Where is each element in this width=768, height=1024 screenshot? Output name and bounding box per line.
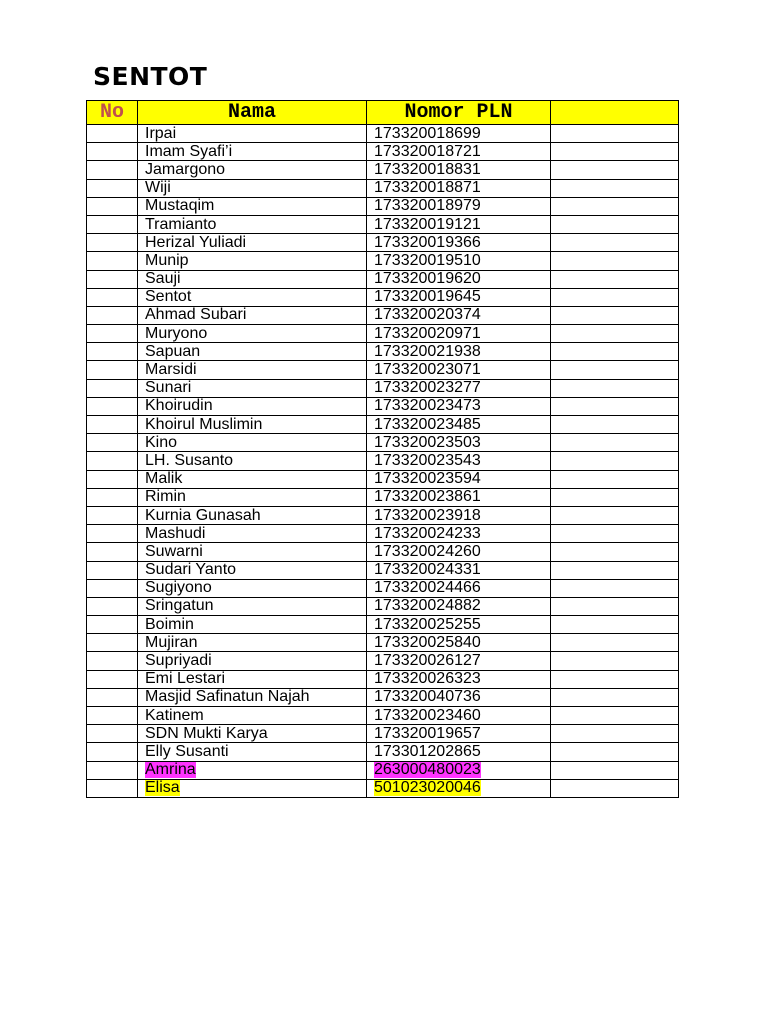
- row-nama-cell: [138, 234, 367, 252]
- row-nama-cell: [138, 288, 367, 306]
- table-row: [87, 416, 679, 434]
- row-nama: LH. Susanto: [145, 451, 234, 469]
- table-row: [87, 743, 679, 761]
- row-nama-cell: [138, 197, 367, 215]
- row-nomor-pln: 173320018721: [374, 142, 481, 160]
- row-nama-cell: [138, 143, 367, 161]
- row-nama: Boimin: [145, 615, 194, 633]
- row-nomor-pln: 173320020374: [374, 306, 481, 324]
- row-pln-cell: [367, 707, 551, 725]
- table-row: [87, 616, 679, 634]
- row-nomor-pln: 173320024331: [374, 561, 481, 579]
- row-nomor-pln: 173320019366: [374, 233, 481, 251]
- row-nama: Rimin: [145, 488, 186, 506]
- header-nomor-pln: Nomor PLN: [367, 101, 551, 125]
- row-nama: Suwarni: [145, 542, 203, 560]
- row-nama: Khoirudin: [145, 397, 213, 415]
- row-extra-cell: [551, 361, 679, 379]
- row-extra-cell: [551, 725, 679, 743]
- row-nomor-pln: 263000480023: [374, 761, 481, 779]
- table-row: [87, 725, 679, 743]
- row-pln-cell: [367, 252, 551, 270]
- row-extra-cell: [551, 452, 679, 470]
- row-nama-cell: [138, 416, 367, 434]
- row-nama-cell: [138, 252, 367, 270]
- row-extra-cell: [551, 197, 679, 215]
- row-pln-cell: [367, 343, 551, 361]
- row-pln-cell: [367, 743, 551, 761]
- row-nama-cell: [138, 743, 367, 761]
- row-nama-cell: [138, 506, 367, 524]
- row-pln-cell: [367, 143, 551, 161]
- row-pln-cell: [367, 634, 551, 652]
- row-extra-cell: [551, 306, 679, 324]
- row-extra-cell: [551, 707, 679, 725]
- row-no-cell: [87, 234, 138, 252]
- row-nama-cell: [138, 488, 367, 506]
- row-extra-cell: [551, 379, 679, 397]
- table-row: [87, 379, 679, 397]
- row-nama: Sringatun: [145, 597, 214, 615]
- table-row: [87, 179, 679, 197]
- row-nama-cell: [138, 707, 367, 725]
- table-row: [87, 397, 679, 415]
- row-pln-cell: [367, 561, 551, 579]
- row-no-cell: [87, 288, 138, 306]
- row-nama-cell: [138, 579, 367, 597]
- table-row: [87, 161, 679, 179]
- row-pln-cell: [367, 616, 551, 634]
- row-pln-cell: [367, 416, 551, 434]
- table-row: [87, 525, 679, 543]
- row-nama: Kino: [145, 433, 178, 451]
- row-nomor-pln: 173320023918: [374, 506, 481, 524]
- row-no-cell: [87, 779, 138, 797]
- row-no-cell: [87, 506, 138, 524]
- header-row: [87, 101, 679, 125]
- row-nama-cell: [138, 652, 367, 670]
- row-nama: Khoirul Muslimin: [145, 415, 263, 433]
- row-nomor-pln: 173320018871: [374, 179, 481, 197]
- header-no: No: [87, 101, 138, 125]
- page-title: SENTOT: [93, 62, 208, 91]
- row-nomor-pln: 173320024260: [374, 542, 481, 560]
- row-extra-cell: [551, 288, 679, 306]
- row-no-cell: [87, 761, 138, 779]
- row-no-cell: [87, 325, 138, 343]
- row-no-cell: [87, 652, 138, 670]
- row-extra-cell: [551, 270, 679, 288]
- row-nomor-pln: 173320023473: [374, 397, 481, 415]
- row-extra-cell: [551, 416, 679, 434]
- row-no-cell: [87, 125, 138, 143]
- row-extra-cell: [551, 343, 679, 361]
- row-nama-cell: [138, 561, 367, 579]
- row-no-cell: [87, 361, 138, 379]
- row-nomor-pln: 173301202865: [374, 742, 481, 760]
- row-nomor-pln: 173320023543: [374, 451, 481, 469]
- row-nama: Imam Syafi’i: [145, 142, 233, 160]
- row-nama: Mashudi: [145, 524, 206, 542]
- table-row: [87, 652, 679, 670]
- row-extra-cell: [551, 143, 679, 161]
- row-no-cell: [87, 525, 138, 543]
- row-nomor-pln: 173320040736: [374, 688, 481, 706]
- row-nomor-pln: 173320026323: [374, 670, 481, 688]
- row-no-cell: [87, 379, 138, 397]
- row-nama: Sentot: [145, 288, 192, 306]
- row-nomor-pln: 173320023594: [374, 470, 481, 488]
- table-row: [87, 634, 679, 652]
- row-extra-cell: [551, 688, 679, 706]
- row-no-cell: [87, 416, 138, 434]
- table-row: [87, 234, 679, 252]
- row-nama-cell: [138, 179, 367, 197]
- row-extra-cell: [551, 325, 679, 343]
- row-pln-cell: [367, 270, 551, 288]
- row-nama: Emi Lestari: [145, 670, 226, 688]
- row-nama: Supriyadi: [145, 652, 212, 670]
- row-nama-cell: [138, 543, 367, 561]
- row-nomor-pln: 501023020046: [374, 779, 481, 797]
- row-no-cell: [87, 725, 138, 743]
- row-nama: Elisa: [145, 779, 180, 797]
- row-no-cell: [87, 616, 138, 634]
- row-no-cell: [87, 143, 138, 161]
- row-nama: Sauji: [145, 270, 181, 288]
- row-pln-cell: [367, 306, 551, 324]
- row-no-cell: [87, 252, 138, 270]
- row-nomor-pln: 173320023071: [374, 361, 481, 379]
- row-nama: Elly Susanti: [145, 742, 229, 760]
- row-nama-cell: [138, 470, 367, 488]
- table-row: [87, 779, 679, 797]
- row-extra-cell: [551, 215, 679, 233]
- row-nama-cell: [138, 379, 367, 397]
- row-nomor-pln: 173320024233: [374, 524, 481, 542]
- row-pln-cell: [367, 652, 551, 670]
- row-pln-cell: [367, 215, 551, 233]
- row-extra-cell: [551, 597, 679, 615]
- row-no-cell: [87, 488, 138, 506]
- row-extra-cell: [551, 743, 679, 761]
- row-no-cell: [87, 197, 138, 215]
- row-nama: Mujiran: [145, 633, 198, 651]
- row-nama: Muryono: [145, 324, 208, 342]
- row-nomor-pln: 173320019620: [374, 270, 481, 288]
- table-row: [87, 452, 679, 470]
- row-nomor-pln: 173320019657: [374, 724, 481, 742]
- table-row: [87, 670, 679, 688]
- row-nama-cell: [138, 270, 367, 288]
- row-nama-cell: [138, 343, 367, 361]
- row-extra-cell: [551, 670, 679, 688]
- row-no-cell: [87, 270, 138, 288]
- row-pln-cell: [367, 688, 551, 706]
- row-nomor-pln: 173320025840: [374, 633, 481, 651]
- row-pln-cell: [367, 397, 551, 415]
- table-row: [87, 688, 679, 706]
- row-nama-cell: [138, 397, 367, 415]
- row-nama: Masjid Safinatun Najah: [145, 688, 310, 706]
- row-nama-cell: [138, 452, 367, 470]
- row-extra-cell: [551, 397, 679, 415]
- row-no-cell: [87, 670, 138, 688]
- row-extra-cell: [551, 470, 679, 488]
- table-row: [87, 143, 679, 161]
- row-nama: Jamargono: [145, 160, 226, 178]
- row-pln-cell: [367, 161, 551, 179]
- row-extra-cell: [551, 506, 679, 524]
- row-nama: Mustaqim: [145, 197, 215, 215]
- row-nomor-pln: 173320024466: [374, 579, 481, 597]
- row-nama-cell: [138, 761, 367, 779]
- row-pln-cell: [367, 452, 551, 470]
- row-nomor-pln: 173320020971: [374, 324, 481, 342]
- row-nama: Sapuan: [145, 342, 201, 360]
- row-pln-cell: [367, 761, 551, 779]
- row-extra-cell: [551, 561, 679, 579]
- row-nama-cell: [138, 634, 367, 652]
- table-row: [87, 434, 679, 452]
- table-row: [87, 252, 679, 270]
- row-no-cell: [87, 343, 138, 361]
- table-row: [87, 561, 679, 579]
- row-pln-cell: [367, 234, 551, 252]
- row-nama-cell: [138, 688, 367, 706]
- row-nomor-pln: 173320023503: [374, 433, 481, 451]
- row-pln-cell: [367, 197, 551, 215]
- row-pln-cell: [367, 725, 551, 743]
- row-nomor-pln: 173320019510: [374, 251, 481, 269]
- row-no-cell: [87, 161, 138, 179]
- table-row: [87, 215, 679, 233]
- table-row: [87, 506, 679, 524]
- row-nomor-pln: 173320019121: [374, 215, 481, 233]
- row-nama: Sunari: [145, 379, 192, 397]
- row-pln-cell: [367, 325, 551, 343]
- row-nama: Irpai: [145, 124, 177, 142]
- row-pln-cell: [367, 543, 551, 561]
- row-nomor-pln: 173320025255: [374, 615, 481, 633]
- row-pln-cell: [367, 670, 551, 688]
- row-nomor-pln: 173320019645: [374, 288, 481, 306]
- row-nama: Herizal Yuliadi: [145, 233, 247, 251]
- table-row: [87, 325, 679, 343]
- row-no-cell: [87, 579, 138, 597]
- row-nomor-pln: 173320018979: [374, 197, 481, 215]
- row-nomor-pln: 173320024882: [374, 597, 481, 615]
- table-row: [87, 361, 679, 379]
- row-extra-cell: [551, 434, 679, 452]
- row-no-cell: [87, 179, 138, 197]
- row-no-cell: [87, 543, 138, 561]
- header-nama: Nama: [138, 101, 367, 125]
- row-nama: Marsidi: [145, 361, 197, 379]
- row-nama: Ahmad Subari: [145, 306, 247, 324]
- row-nama-cell: [138, 125, 367, 143]
- table-row: [87, 488, 679, 506]
- row-no-cell: [87, 688, 138, 706]
- row-extra-cell: [551, 525, 679, 543]
- row-pln-cell: [367, 125, 551, 143]
- row-pln-cell: [367, 488, 551, 506]
- row-extra-cell: [551, 488, 679, 506]
- row-nama-cell: [138, 306, 367, 324]
- table-row: [87, 125, 679, 143]
- row-extra-cell: [551, 761, 679, 779]
- row-pln-cell: [367, 779, 551, 797]
- row-nama-cell: [138, 361, 367, 379]
- row-nama: Amrina: [145, 761, 196, 779]
- row-nama: Kurnia Gunasah: [145, 506, 261, 524]
- row-pln-cell: [367, 506, 551, 524]
- row-pln-cell: [367, 288, 551, 306]
- row-extra-cell: [551, 543, 679, 561]
- row-no-cell: [87, 397, 138, 415]
- row-no-cell: [87, 634, 138, 652]
- row-extra-cell: [551, 125, 679, 143]
- row-pln-cell: [367, 361, 551, 379]
- header-extra: [551, 101, 679, 125]
- row-pln-cell: [367, 179, 551, 197]
- row-pln-cell: [367, 470, 551, 488]
- row-nama: Munip: [145, 251, 189, 269]
- row-nomor-pln: 173320023460: [374, 706, 481, 724]
- row-nama-cell: [138, 670, 367, 688]
- row-no-cell: [87, 434, 138, 452]
- row-extra-cell: [551, 579, 679, 597]
- customer-table: [86, 100, 679, 798]
- row-nomor-pln: 173320023861: [374, 488, 481, 506]
- row-extra-cell: [551, 234, 679, 252]
- row-nomor-pln: 173320026127: [374, 652, 481, 670]
- row-nama-cell: [138, 215, 367, 233]
- table-row: [87, 579, 679, 597]
- table-row: [87, 597, 679, 615]
- row-no-cell: [87, 597, 138, 615]
- row-nama-cell: [138, 325, 367, 343]
- row-pln-cell: [367, 525, 551, 543]
- row-nama-cell: [138, 525, 367, 543]
- table-row: [87, 543, 679, 561]
- row-pln-cell: [367, 434, 551, 452]
- row-extra-cell: [551, 616, 679, 634]
- row-no-cell: [87, 561, 138, 579]
- row-pln-cell: [367, 379, 551, 397]
- row-no-cell: [87, 470, 138, 488]
- row-no-cell: [87, 452, 138, 470]
- row-no-cell: [87, 707, 138, 725]
- table-row: [87, 470, 679, 488]
- table-row: [87, 197, 679, 215]
- row-pln-cell: [367, 597, 551, 615]
- row-extra-cell: [551, 179, 679, 197]
- row-nama-cell: [138, 725, 367, 743]
- row-nomor-pln: 173320021938: [374, 342, 481, 360]
- row-no-cell: [87, 306, 138, 324]
- row-nama: SDN Mukti Karya: [145, 724, 268, 742]
- row-nomor-pln: 173320023277: [374, 379, 481, 397]
- table-row: [87, 270, 679, 288]
- row-extra-cell: [551, 161, 679, 179]
- row-extra-cell: [551, 252, 679, 270]
- row-nama: Wiji: [145, 179, 171, 197]
- table-row: [87, 288, 679, 306]
- row-nama-cell: [138, 161, 367, 179]
- row-nama: Malik: [145, 470, 183, 488]
- row-nomor-pln: 173320018699: [374, 124, 481, 142]
- row-extra-cell: [551, 652, 679, 670]
- row-no-cell: [87, 215, 138, 233]
- row-extra-cell: [551, 634, 679, 652]
- row-nama: Sudari Yanto: [145, 561, 237, 579]
- table-row: [87, 761, 679, 779]
- row-pln-cell: [367, 579, 551, 597]
- table-row: [87, 707, 679, 725]
- row-nama-cell: [138, 779, 367, 797]
- table-row: [87, 306, 679, 324]
- row-nama: Tramianto: [145, 215, 217, 233]
- row-nomor-pln: 173320023485: [374, 415, 481, 433]
- row-nama-cell: [138, 616, 367, 634]
- row-nama: Sugiyono: [145, 579, 212, 597]
- row-no-cell: [87, 743, 138, 761]
- row-nama-cell: [138, 434, 367, 452]
- row-nama-cell: [138, 597, 367, 615]
- row-extra-cell: [551, 779, 679, 797]
- table-row: [87, 343, 679, 361]
- row-nama: Katinem: [145, 706, 204, 724]
- row-nomor-pln: 173320018831: [374, 160, 481, 178]
